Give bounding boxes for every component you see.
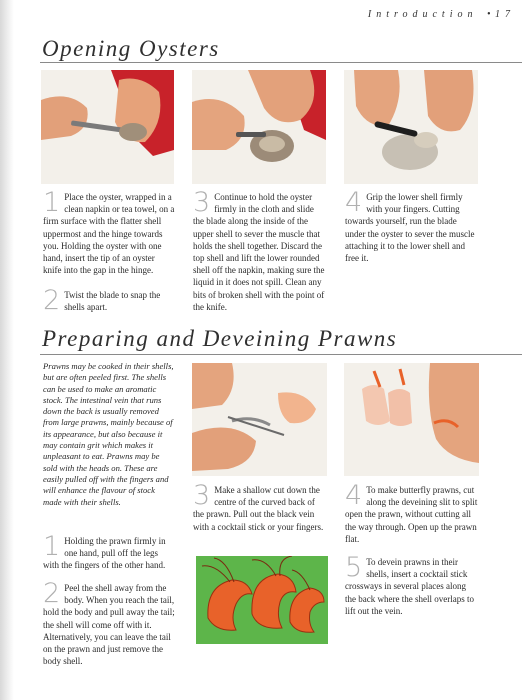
step-number: 1 [43, 531, 61, 562]
step-number: 4 [345, 480, 363, 511]
prawn-step-3-photo [192, 363, 327, 476]
oyster-step-4-photo [344, 70, 478, 184]
prawns-title-rule [40, 354, 522, 355]
step-text: Make a shallow cut down the centre of the curved back of the prawn. Pull out the black vein with a cocktail stick or your fingers. [193, 485, 324, 532]
prawns-illustration [196, 556, 328, 644]
prawn-step-4 [345, 480, 479, 545]
oysters-section-title: Opening Oysters [42, 36, 220, 61]
step-number: 3 [193, 480, 211, 511]
step-text: Peel the shell away from the body. When you reach the tail, hold the body and pull away the tail; the shell will come off with it. Alternatively, you can leave the tail on the prawn and just remove the body shell. [43, 583, 175, 667]
step-text: To devein prawns in their shells, insert a cocktail stick crossways in several places along the back where the shell overlaps to lift out the vein. [345, 557, 474, 616]
prawn-step-1 [43, 531, 175, 572]
step-text: Grip the lower shell firmly with your fingers. Cutting towards yourself, run the blade under the oyster to sever the muscle attaching it to the lower shell and free it. [345, 192, 475, 264]
page-gutter-shadow [0, 0, 14, 700]
prawn-step-3 [193, 480, 327, 533]
oyster-step-3-photo [192, 70, 326, 184]
oysters-title-rule [40, 62, 522, 63]
chapter-title: Introduction [367, 9, 478, 20]
prawns-intro-text: Prawns may be cooked in their shells, but are often peeled first. The shells can be used to make an aromatic stock. The intestinal vein that runs down the back is usually removed from large prawns, mainly because of its appearance, but also because it may contain grit which makes it unpleasant to eat. Prawns may be sold with the heads on. These are easily pulled off with the fingers and will enhance the flavour of stock made with their shells. [43, 361, 174, 507]
step-number: 2 [43, 285, 61, 316]
step-number: 5 [345, 552, 363, 583]
prawn-step-4-photo [344, 363, 479, 476]
prawn-step-2 [43, 578, 175, 667]
prawns-section-title: Preparing and Deveining Prawns [42, 326, 398, 351]
step-number: 1 [43, 187, 61, 218]
page-number: 17 [495, 9, 515, 20]
prawn-step-5 [345, 552, 479, 617]
oyster-step-3 [193, 187, 327, 313]
oyster-step-2 [43, 285, 175, 316]
step-number: 4 [345, 187, 363, 218]
step-text: Twist the blade to snap the shells apart. [64, 290, 161, 313]
oyster-step-1 [43, 187, 175, 276]
running-header: Introduction • 17 [367, 9, 515, 20]
step-text: To make butterfly prawns, cut along the deveining slit to split open the prawn, without cutting all the way through. Open up the prawn flat. [345, 485, 478, 544]
step-number: 3 [193, 187, 211, 218]
oyster-step-4 [345, 187, 479, 264]
step-text: Holding the prawn firmly in one hand, pull off the legs with the fingers of the other hand. [43, 536, 166, 571]
oyster-step-1-photo [41, 70, 174, 184]
step-text: Continue to hold the oyster firmly in the cloth and slide the blade along the inside of the upper shell to sever the muscle that holds the shell together. Discard the top shell and lift the lower rounded shell off the napkin, making sure the liquid in it does not spill. Clean any bits of broken shell with the point of the knife. [193, 192, 325, 312]
step-number: 2 [43, 578, 61, 609]
step-text: Place the oyster, wrapped in a clean napkin or tea towel, on a firm surface with the flatter shell uppermost and the hinge towards you. Holding the oyster with one hand, insert the tip of an oyster knife into the gap in the hinge. [43, 192, 175, 276]
